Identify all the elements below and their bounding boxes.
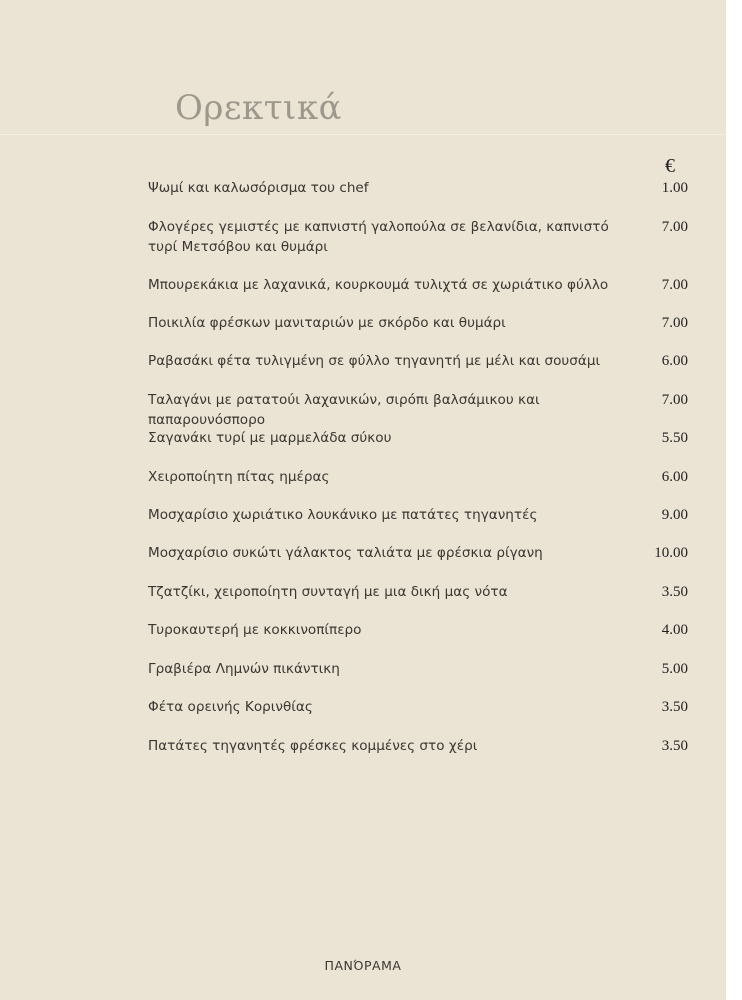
title-divider	[0, 134, 726, 135]
menu-item-name: Φλογέρες γεμιστές με καπνιστή γαλοπούλα σε βελανίδια, καπνιστό τυρί Μετσόβου και θυμάρι	[148, 219, 609, 255]
menu-item-name: Ραβασάκι φέτα τυλιγμένη σε φύλλο τηγανητή με μέλι και σουσάμι	[148, 353, 601, 369]
menu-item-price: 7.00	[661, 392, 688, 408]
page-title: Ορεκτικά	[175, 88, 343, 128]
restaurant-logo: ΠΑΝΌΡΑΜΑ	[324, 958, 402, 973]
menu-item-price: 7.00	[661, 315, 688, 331]
menu-item-name: Ταλαγάνι με ρατατούι λαχανικών, σιρόπι βαλσάμικου και παπαρουνόσπορο	[148, 392, 540, 428]
menu-item-price: 9.00	[661, 507, 688, 523]
menu-item-name: Γραβιέρα Λημνών πικάντικη	[148, 661, 340, 677]
menu-item-name: Μοσχαρίσιο συκώτι γάλακτος ταλιάτα με φρέσκια ρίγανη	[148, 545, 543, 561]
menu-item-price: 6.00	[661, 469, 688, 485]
menu-item-price: 3.50	[661, 699, 688, 715]
menu-item-name: Τυροκαυτερή με κοκκινοπίπερο	[148, 622, 362, 638]
menu-item-price: 1.00	[661, 180, 688, 196]
menu-item-name: Μοσχαρίσιο χωριάτικο λουκάνικο με πατάτες τηγανητές	[148, 507, 538, 523]
menu-item-price: 5.50	[661, 430, 688, 446]
menu-item-price: 3.50	[661, 584, 688, 600]
menu-item-price: 3.50	[661, 738, 688, 754]
menu-item-name: Πατάτες τηγανητές φρέσκες κομμένες στο χέρι	[148, 738, 478, 754]
menu-item-price: 4.00	[661, 622, 688, 638]
menu-item-price: 7.00	[661, 277, 688, 293]
menu-item-price: 7.00	[661, 219, 688, 235]
menu-item-name: Ποικιλία φρέσκων μανιταριών με σκόρδο και θυμάρι	[148, 315, 506, 331]
menu-item-name: Μπουρεκάκια με λαχανικά, κουρκουμά τυλιχτά σε χωριάτικο φύλλο	[148, 277, 609, 293]
menu-item-price: 5.00	[661, 661, 688, 677]
menu-item-price: 10.00	[654, 545, 688, 561]
menu-item-name: Χειροποίητη πίτας ημέρας	[148, 469, 330, 485]
menu-item-name: Φέτα ορεινής Κορινθίας	[148, 699, 313, 715]
menu-item-name: Ψωμί και καλωσόρισμα του chef	[148, 180, 369, 196]
menu-item-name: Τζατζίκι, χειροποίητη συνταγή με μια δική μας νότα	[148, 584, 508, 600]
menu-item-price: 6.00	[661, 353, 688, 369]
menu-item-name: Σαγανάκι τυρί με μαρμελάδα σύκου	[148, 430, 392, 446]
currency-symbol: €	[665, 155, 675, 177]
